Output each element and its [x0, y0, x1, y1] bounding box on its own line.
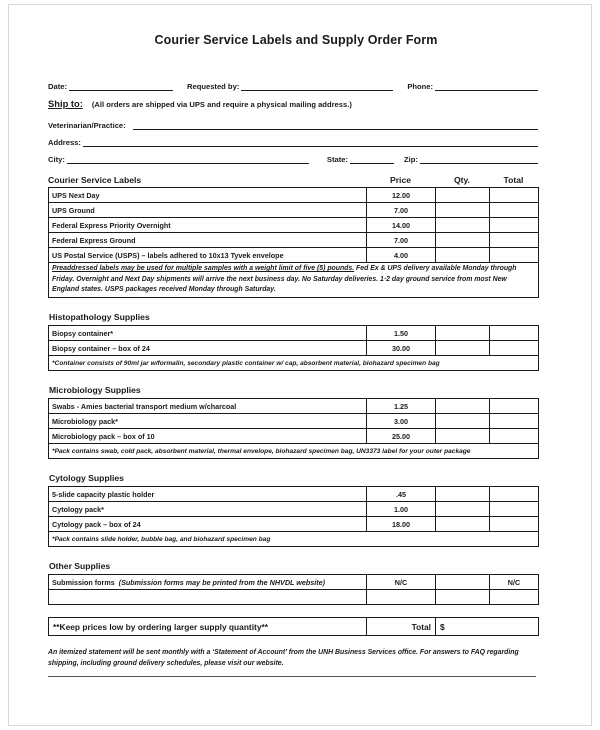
- item-price: 30.00: [367, 341, 436, 356]
- veterinarian-row: [48, 120, 538, 130]
- footer-note: An itemized statement will be sent monthly with a ‘Statement of Account’ from the UNH Business Services office. For answers to FAQ regarding shipping, including ground delivery schedules, please visit our website.: [48, 649, 519, 668]
- item-total-input[interactable]: [490, 487, 539, 502]
- form-page: [8, 4, 592, 726]
- courier-note: [49, 263, 539, 298]
- courier-table: [48, 187, 539, 298]
- state-input[interactable]: [350, 154, 394, 164]
- item-price: 1.50: [367, 326, 436, 341]
- table-row: [49, 575, 539, 590]
- table-row: [49, 218, 539, 233]
- item-price: 25.00: [367, 429, 436, 444]
- item-name: Microbiology pack – box of 10: [49, 429, 367, 444]
- table-row: [49, 188, 539, 203]
- microbiology-footnote: *Pack contains swab, cold pack, absorbent material, thermal envelope, biohazard specimen bag, UN3373 label for your outer package: [49, 444, 539, 459]
- address-row: [48, 137, 538, 147]
- grand-total-input[interactable]: [436, 618, 539, 636]
- item-qty-input[interactable]: [436, 188, 490, 203]
- other-section-heading: Other Supplies: [49, 561, 111, 572]
- date-requested-phone-row: [48, 81, 538, 91]
- footnote-row: [49, 532, 539, 547]
- courier-note-rest: Fed Ex & UPS delivery available Monday through Friday. Overnight and Next Day shipments will arrive the next business day. No Saturday deliveries. 1·2 day ground service from most New England states. USPS packages received Monday through Saturday.: [52, 265, 517, 294]
- item-price: .45: [367, 487, 436, 502]
- item-qty-input[interactable]: [436, 414, 490, 429]
- item-qty-input[interactable]: [436, 233, 490, 248]
- item-name: Cytology pack*: [49, 502, 367, 517]
- item-name: Swabs - Amies bacterial transport medium w/charcoal: [49, 399, 367, 414]
- microbiology-section-heading: Microbiology Supplies: [49, 385, 141, 396]
- requested-by-label: Requested by:: [187, 82, 240, 91]
- item-name: Biopsy container – box of 24: [49, 341, 367, 356]
- table-row: [49, 517, 539, 532]
- column-header-total: Total: [503, 175, 524, 185]
- total-label: Total: [367, 618, 436, 636]
- item-price: 12.00: [367, 188, 436, 203]
- form-body: [48, 33, 538, 677]
- item-price: 7.00: [367, 233, 436, 248]
- item-total-input[interactable]: [490, 218, 539, 233]
- courier-note-row: [49, 263, 539, 298]
- column-header-price: Price: [389, 175, 412, 185]
- state-label: State:: [326, 155, 348, 164]
- item-total-input[interactable]: [490, 590, 539, 605]
- microbiology-table: [48, 398, 539, 459]
- item-name-italic: (Submission forms may be printed from the NHVDL website): [118, 577, 326, 587]
- item-total-input[interactable]: [490, 414, 539, 429]
- item-qty-input[interactable]: [436, 326, 490, 341]
- item-qty-input[interactable]: [436, 429, 490, 444]
- date-input[interactable]: [69, 81, 173, 91]
- item-qty-input[interactable]: [436, 487, 490, 502]
- histopathology-table: [48, 325, 539, 371]
- table-row: [49, 429, 539, 444]
- item-total: N/C: [490, 575, 539, 590]
- footnote-row: [49, 444, 539, 459]
- ship-to-note: (All orders are shipped via UPS and require a physical mailing address.): [91, 100, 352, 109]
- item-name: UPS Ground: [49, 203, 367, 218]
- zip-label: Zip:: [403, 155, 418, 164]
- city-input[interactable]: [67, 154, 309, 164]
- item-name: Federal Express Ground: [49, 233, 367, 248]
- item-total-input[interactable]: [490, 233, 539, 248]
- item-qty-input[interactable]: [436, 517, 490, 532]
- currency-symbol: $: [440, 621, 445, 632]
- item-total-input[interactable]: [490, 203, 539, 218]
- item-name: [49, 575, 367, 590]
- item-total-input[interactable]: [490, 248, 539, 263]
- table-row: [49, 248, 539, 263]
- courier-column-headers: [48, 175, 538, 185]
- item-total-input[interactable]: [490, 517, 539, 532]
- zip-input[interactable]: [420, 154, 538, 164]
- total-bar-row: [49, 618, 539, 636]
- item-name: US Postal Service (USPS) – labels adhered to 10x13 Tyvek envelope: [49, 248, 367, 263]
- address-input[interactable]: [83, 137, 538, 147]
- item-qty-input[interactable]: [436, 575, 490, 590]
- item-qty-input[interactable]: [436, 399, 490, 414]
- ship-to-row: [48, 98, 538, 109]
- veterinarian-label: Veterinarian/Practice:: [48, 121, 126, 130]
- table-row: [49, 414, 539, 429]
- item-total-input[interactable]: [490, 429, 539, 444]
- item-name: Microbiology pack*: [49, 414, 367, 429]
- table-row: [49, 341, 539, 356]
- courier-section-heading: Courier Service Labels: [48, 175, 142, 185]
- item-price: 18.00: [367, 517, 436, 532]
- item-price-input[interactable]: [367, 590, 436, 605]
- courier-note-lead: Preaddressed labels may be used for multiple samples with a weight limit of five (5) pounds.: [52, 265, 355, 272]
- table-row: [49, 399, 539, 414]
- phone-input[interactable]: [435, 81, 538, 91]
- table-row: [49, 502, 539, 517]
- cytology-section-heading: Cytology Supplies: [49, 473, 124, 484]
- city-label: City:: [48, 155, 65, 164]
- keep-prices-low-message: **Keep prices low by ordering larger supply quantity**: [49, 618, 367, 636]
- city-state-zip-row: [48, 154, 538, 164]
- item-price: 7.00: [367, 203, 436, 218]
- item-qty-input[interactable]: [436, 590, 490, 605]
- item-price: 3.00: [367, 414, 436, 429]
- item-total-input[interactable]: [490, 188, 539, 203]
- address-label: Address:: [48, 138, 81, 147]
- table-row: [49, 326, 539, 341]
- item-price: N/C: [367, 575, 436, 590]
- other-supplies-table: [48, 574, 539, 605]
- item-price: 14.00: [367, 218, 436, 233]
- footnote-row: [49, 356, 539, 371]
- total-bar: [48, 617, 539, 636]
- item-qty-input[interactable]: [436, 218, 490, 233]
- item-name: UPS Next Day: [49, 188, 367, 203]
- item-price: 1.25: [367, 399, 436, 414]
- cytology-footnote: *Pack contains slide holder, bubble bag, and biohazard specimen bag: [49, 532, 539, 547]
- histopathology-footnote: *Container consists of 90ml jar w/formalin, secondary plastic container w/ cap, absorbent material, biohazard specimen bag: [49, 356, 539, 371]
- footer-divider: [48, 676, 536, 677]
- table-row: [49, 487, 539, 502]
- column-header-qty: Qty.: [453, 175, 471, 185]
- table-row: [49, 590, 539, 605]
- item-total-input[interactable]: [490, 502, 539, 517]
- date-label: Date:: [48, 82, 67, 91]
- item-name-plain: Submission forms: [52, 577, 115, 587]
- item-qty-input[interactable]: [436, 248, 490, 263]
- item-qty-input[interactable]: [436, 502, 490, 517]
- veterinarian-input[interactable]: [133, 120, 538, 130]
- item-total-input[interactable]: [490, 399, 539, 414]
- table-row: [49, 233, 539, 248]
- item-name: Biopsy container*: [49, 326, 367, 341]
- item-qty-input[interactable]: [436, 203, 490, 218]
- item-price: 4.00: [367, 248, 436, 263]
- ship-to-label: Ship to:: [48, 98, 83, 109]
- histopathology-section-heading: Histopathology Supplies: [49, 312, 150, 323]
- item-total-input[interactable]: [490, 326, 539, 341]
- item-name: Federal Express Priority Overnight: [49, 218, 367, 233]
- item-qty-input[interactable]: [436, 341, 490, 356]
- item-name: 5-slide capacity plastic holder: [49, 487, 367, 502]
- item-price: 1.00: [367, 502, 436, 517]
- requested-by-input[interactable]: [241, 81, 393, 91]
- phone-label: Phone:: [407, 82, 434, 91]
- item-total-input[interactable]: [490, 341, 539, 356]
- cytology-table: [48, 486, 539, 547]
- page-title: Courier Service Labels and Supply Order Form: [154, 33, 438, 47]
- item-name: Cytology pack – box of 24: [49, 517, 367, 532]
- table-row: [49, 203, 539, 218]
- item-name-input[interactable]: [49, 590, 367, 605]
